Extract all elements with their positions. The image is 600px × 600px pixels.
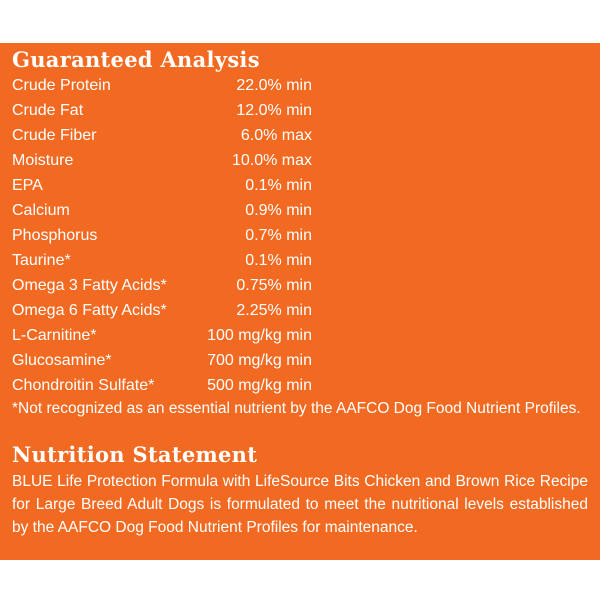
analysis-row xyxy=(12,348,600,373)
nutrient-name: Phosphorus xyxy=(12,227,98,244)
nutrient-name: Moisture xyxy=(12,152,74,169)
analysis-row xyxy=(12,248,600,273)
nutrient-value: 6.0% max xyxy=(240,127,312,144)
analysis-row xyxy=(12,273,600,298)
nutrient-value: 100 mg/kg min xyxy=(207,327,312,344)
nutrient-name: Crude Fiber xyxy=(12,127,97,144)
nutrient-value: 700 mg/kg min xyxy=(207,352,312,369)
nutrient-value: 22.0% min xyxy=(236,77,312,94)
guaranteed-analysis-heading: Guaranteed Analysis xyxy=(12,47,260,72)
analysis-row xyxy=(12,148,600,173)
nutrition-statement-text: BLUE Life Protection Formula with LifeSource Bits Chicken and Brown Rice Recipe for Large Breed Adult Dogs is formulated to meet the nutritional levels established by the AAFCO Dog Food Nutrient Profiles for maintenance. xyxy=(12,473,588,536)
nutrient-name: EPA xyxy=(12,177,43,194)
analysis-row xyxy=(12,223,600,248)
nutrient-value: 0.1% min xyxy=(245,177,312,194)
analysis-row xyxy=(12,73,600,98)
nutrient-value: 12.0% min xyxy=(236,102,312,119)
nutrient-value: 0.75% min xyxy=(236,277,312,294)
nutrient-value: 0.9% min xyxy=(245,202,312,219)
nutrition-label-panel xyxy=(0,43,600,560)
nutrient-name: L-Carnitine* xyxy=(12,327,97,344)
analysis-row xyxy=(12,298,600,323)
nutrient-name: Chondroitin Sulfate* xyxy=(12,377,155,394)
nutrient-value: 0.7% min xyxy=(245,227,312,244)
nutrient-value: 500 mg/kg min xyxy=(207,377,312,394)
analysis-row xyxy=(12,98,600,123)
nutrient-name: Taurine* xyxy=(12,252,71,269)
nutrient-value: 0.1% min xyxy=(245,252,312,269)
nutrient-name: Glucosamine* xyxy=(12,352,112,369)
analysis-row xyxy=(12,323,600,348)
analysis-row xyxy=(12,373,600,398)
analysis-table xyxy=(12,73,600,398)
analysis-row xyxy=(12,123,600,148)
nutrient-name: Omega 3 Fatty Acids* xyxy=(12,277,167,294)
nutrient-name: Crude Protein xyxy=(12,77,111,94)
analysis-row xyxy=(12,198,600,223)
aafco-footnote: *Not recognized as an essential nutrient by the AAFCO Dog Food Nutrient Profiles. xyxy=(12,400,581,417)
nutrient-name: Calcium xyxy=(12,202,70,219)
nutrient-value: 10.0% max xyxy=(231,152,312,169)
nutrient-name: Crude Fat xyxy=(12,102,84,119)
analysis-row xyxy=(12,173,600,198)
nutrition-statement-heading: Nutrition Statement xyxy=(12,442,258,467)
nutrient-name: Omega 6 Fatty Acids* xyxy=(12,302,167,319)
nutrient-value: 2.25% min xyxy=(236,302,312,319)
